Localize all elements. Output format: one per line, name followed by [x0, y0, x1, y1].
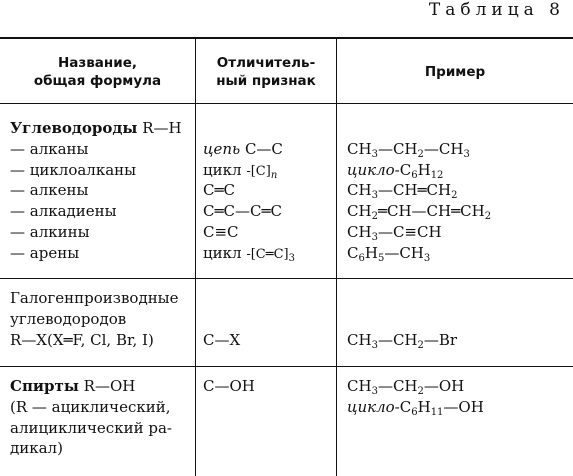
class-alkynes: — алкины — [10, 222, 90, 241]
hydrocarbons-title: Углеводороды R—H — [10, 119, 182, 137]
example-cycloalkane: цикло-$C_6H_{12}$ — [347, 160, 444, 181]
class-alkenes: — алкены — [10, 181, 89, 200]
feature-cycloalkanes: цикл $-[C]_n$ — [203, 160, 278, 181]
halogen-feature-text: C—X — [203, 330, 241, 349]
halogen-example: $CH_3—CH_2—Br$ — [347, 330, 458, 351]
feature-alkanes: цепь C—C — [203, 139, 283, 158]
halogen-feature — [203, 330, 240, 351]
header-example: Пример — [424, 64, 486, 80]
halogen-formula: R—X(X═F, Cl, Br, I) — [10, 330, 154, 349]
table-caption: Таблица 8 — [428, 0, 565, 20]
header-bottom-rule — [0, 103, 573, 104]
hydrocarbons-names — [10, 118, 182, 264]
example-alkene: $CH_3—CH═CH_2$ — [347, 181, 458, 202]
column-divider-1 — [195, 38, 196, 476]
halogen-bottom-rule — [0, 366, 573, 367]
example-alkyne: $CH_3—C\equiv CH$ — [347, 222, 442, 243]
feature-alkynes: C≡C — [203, 222, 239, 241]
table-top-rule — [0, 37, 573, 39]
example-arene: $C_6H_5—CH_3$ — [347, 243, 431, 264]
alcohols-names — [10, 376, 172, 459]
hydrocarbons-bottom-rule — [0, 278, 573, 279]
halogen-line-1: Галогенпроизводные — [10, 289, 179, 307]
hydrocarbons-examples — [347, 139, 491, 264]
header-name-formula: Название, общая формула — [33, 55, 162, 89]
example-alkadiene: $CH_2═CH—CH═CH_2$ — [347, 202, 492, 223]
class-arenes: — арены — [10, 243, 80, 262]
class-alkanes: — алканы — [10, 139, 89, 158]
halogen-names — [10, 288, 179, 350]
column-divider-2 — [336, 38, 337, 476]
alcohols-line-1: (R — ациклический, — [10, 397, 171, 416]
hydrocarbons-features — [203, 139, 295, 264]
feature-alkadienes: C═C—C═C — [203, 202, 282, 221]
alcohol-example-1: $CH_3—CH_2—OH$ — [347, 377, 465, 397]
alcohols-feature-text: C—OH — [203, 377, 255, 395]
class-alkadienes: — алкадиены — [10, 202, 117, 221]
example-alkane: $CH_3—CH_2—CH_3$ — [347, 139, 470, 160]
alcohols-feature — [203, 376, 255, 397]
alcohols-line-3: дикал) — [10, 439, 63, 458]
feature-arenes: цикл $-[C═C]_3$ — [203, 243, 295, 264]
header-feature: Отличитель- ный признак — [216, 55, 316, 89]
alcohols-line-2: алициклический ра- — [10, 418, 172, 437]
feature-alkenes: C═C — [203, 181, 235, 200]
alcohols-title: Спирты R—OH — [10, 377, 136, 395]
alcohols-examples — [347, 376, 484, 418]
class-cycloalkanes: — циклоалканы — [10, 160, 137, 179]
alcohol-example-2: цикло-$C_6H_{11}—OH$ — [347, 397, 484, 418]
halogen-line-2: углеводородов — [10, 309, 127, 328]
